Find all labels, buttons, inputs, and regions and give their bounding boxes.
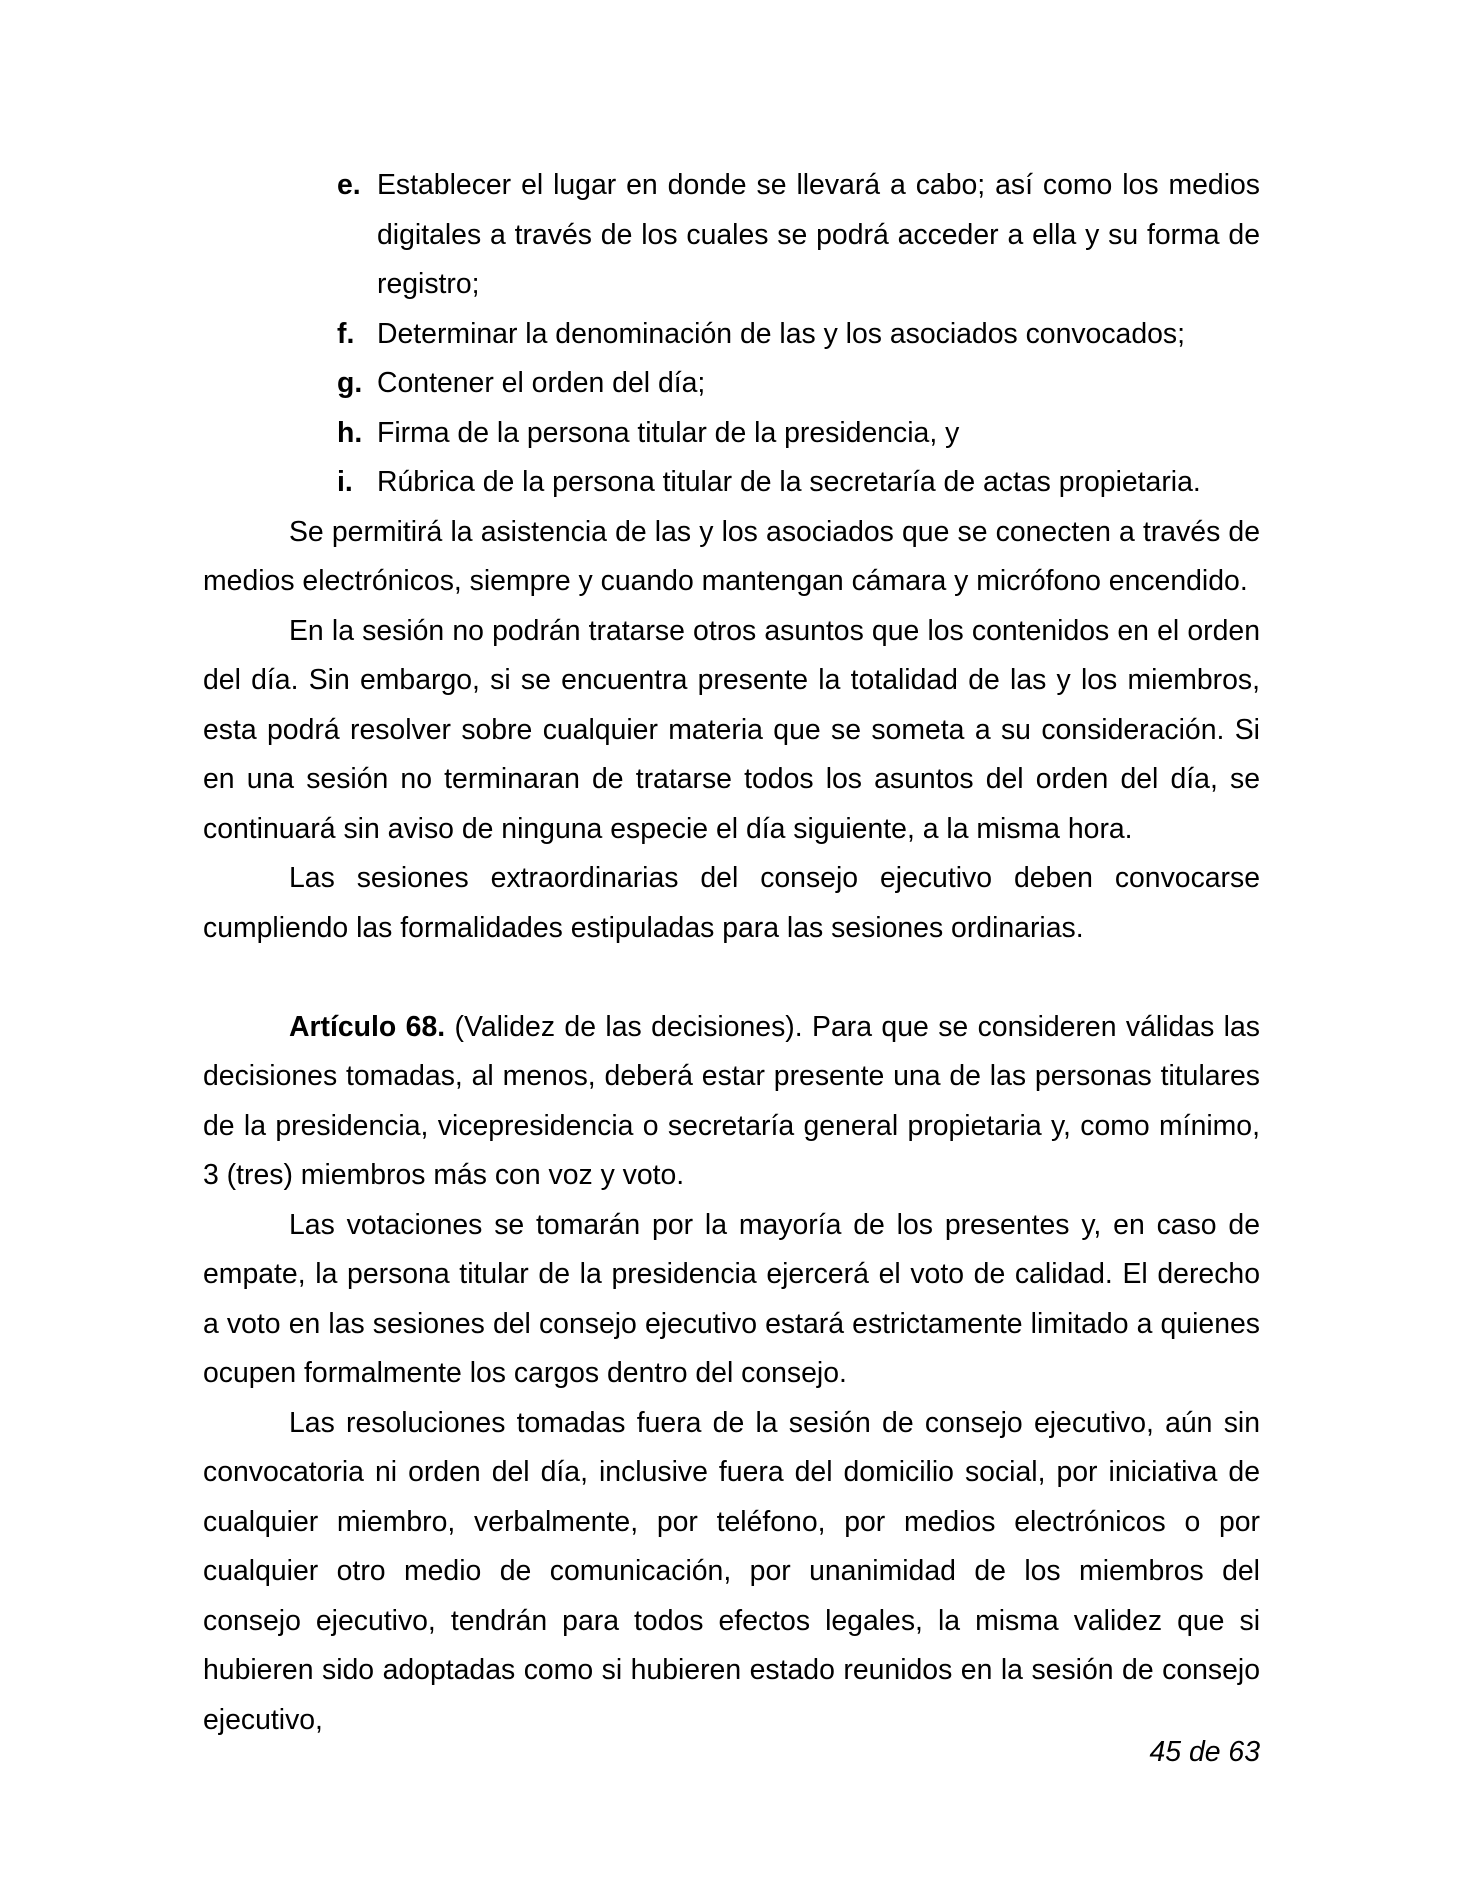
list-item	[203, 458, 1260, 508]
list-item-letter: f.	[337, 317, 355, 350]
list-item-letter: h.	[337, 416, 363, 449]
articulo-68-heading: Artículo 68.	[289, 1010, 446, 1043]
paragraph-orden-del-dia: En la sesión no podrán tratarse otros asuntos que los contenidos en el orden del día. Sin embargo, si se encuentra presente la totalidad de las y los miembros, esta podrá resolver sobre cualquier materia que se someta a su consideración. Si en una sesión no terminaran de tratarse todos los asuntos del orden del día, se continuará sin aviso de ninguna especie el día siguiente, a la misma hora.	[203, 614, 1260, 845]
paragraph-votaciones: Las votaciones se tomarán por la mayoría de los presentes y, en caso de empate, la persona titular de la presidencia ejercerá el voto de calidad. El derecho a voto en las sesiones del consejo ejecutivo estará estrictamente limitado a quienes ocupen formalmente los cargos dentro del consejo.	[203, 1208, 1260, 1389]
paragraph-resoluciones: Las resoluciones tomadas fuera de la sesión de consejo ejecutivo, aún sin convocatoria ni orden del día, inclusive fuera del domicilio social, por iniciativa de cualquier miembro, verbalmente, por teléfono, por medios electrónicos o por cualquier otro medio de comunicación, por unanimidad de los miembros del consejo ejecutivo, tendrán para todos efectos legales, la misma validez que si hubieren sido adoptadas como si hubieren estado reunidos en la sesión de consejo ejecutivo,	[203, 1406, 1260, 1736]
list-item-letter: i.	[337, 466, 353, 498]
articulo-68-body: (Validez de las decisiones). Para que se consideren válidas las decisiones tomadas, al menos, deberá estar presente una de las personas titulares de la presidencia, vicepresidencia o secretaría general propietaria y, como mínimo, 3 (tres) miembros más con voz y voto.	[203, 1010, 1260, 1191]
list-item-text: Contener el orden del día;	[377, 367, 706, 399]
paragraph-articulo-68	[203, 1003, 1260, 1201]
list-item	[203, 359, 1260, 409]
list-item	[203, 409, 1260, 459]
list-item	[203, 161, 1260, 310]
list-item-text: Firma de la persona titular de la presidencia, y	[377, 416, 960, 449]
list-item	[203, 310, 1260, 360]
list-item-text: Establecer el lugar en donde se llevará a cabo; así como los medios digitales a través de los cuales se podrá acceder a ella y su forma de registro;	[377, 169, 1260, 300]
paragraph-asistencia: Se permitirá la asistencia de las y los asociados que se conecten a través de medios electrónicos, siempre y cuando mantengan cámara y micrófono encendido.	[203, 515, 1260, 597]
document-text-block	[203, 161, 1260, 1745]
page-number: 45 de 63	[1149, 1736, 1260, 1768]
list-item-letter: g.	[337, 367, 363, 399]
lettered-list	[203, 161, 1260, 508]
paragraph-sesiones-extraordinarias: Las sesiones extraordinarias del consejo ejecutivo deben convocarse cumpliendo las formalidades estipuladas para las sesiones ordinarias.	[203, 862, 1260, 944]
list-item-text: Rúbrica de la persona titular de la secretaría de actas propietaria.	[377, 466, 1201, 498]
list-item-letter: e.	[337, 169, 361, 201]
list-item-text: Determinar la denominación de las y los asociados convocados;	[377, 317, 1185, 350]
